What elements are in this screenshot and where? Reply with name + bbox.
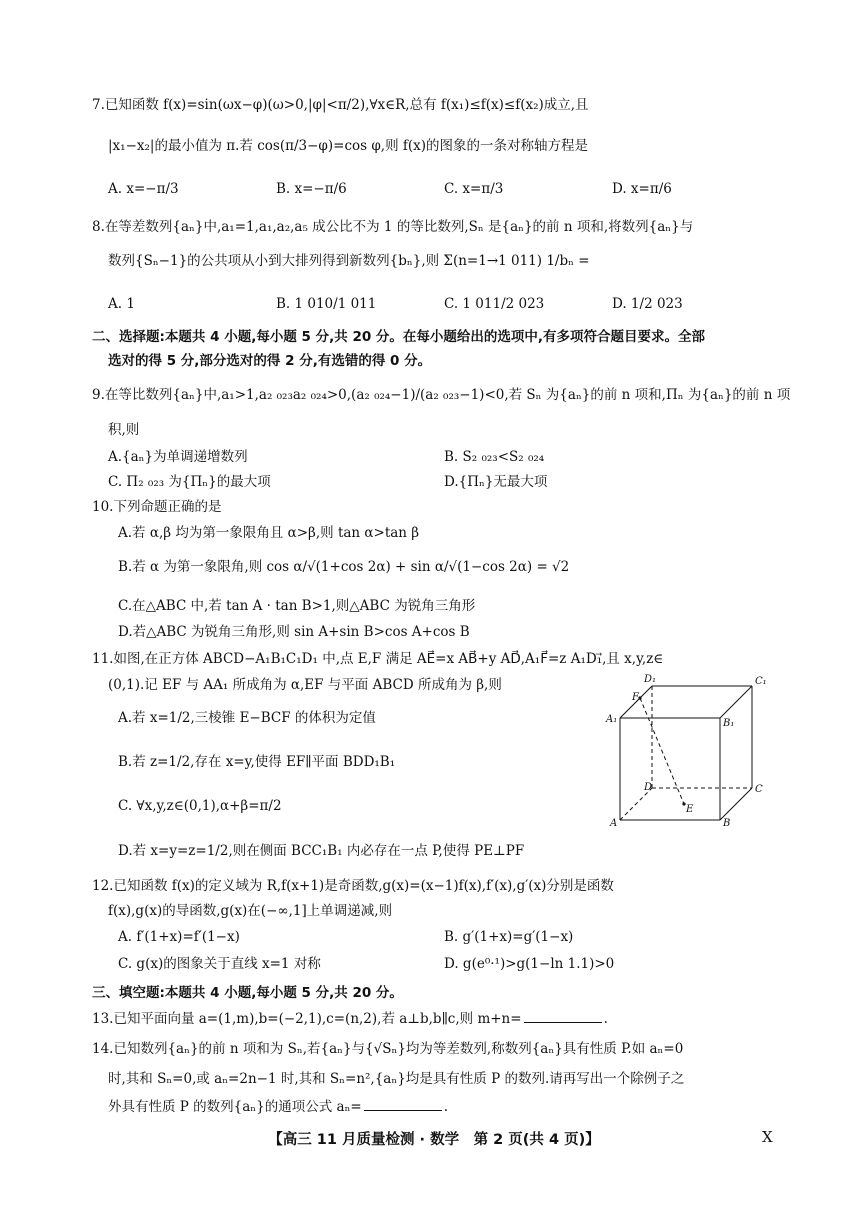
q9-option-a: A.{aₙ}为单调递增数列	[108, 449, 248, 465]
cube-edge-bc	[720, 788, 752, 820]
q14-period: .	[443, 1099, 449, 1115]
q11-option-d: D.若 x=y=z=1/2,则在侧面 BCC₁B₁ 内必存在一点 P,使得 PE⊥PF	[118, 843, 525, 859]
q10-option-a: A.若 α,β 均为第一象限角且 α>β,则 tan α>tan β	[118, 525, 420, 541]
q12-option-b: B. g′(1+x)=g′(1−x)	[444, 929, 574, 945]
q14-text: 外具有性质 P 的数列{aₙ}的通项公式 aₙ=	[108, 1099, 362, 1115]
q9-option-d: D.{Πₙ}无最大项	[444, 474, 548, 490]
q13-answer-blank[interactable]	[524, 1008, 602, 1023]
q12-stem-line1: 12.已知函数 f(x)的定义域为 R,f(x+1)是奇函数,g(x)=(x−1)f(x),f′(x),g′(x)分别是函数	[92, 878, 614, 894]
q8-option-b: B. 1 010/1 011	[276, 296, 377, 312]
section3-heading: 三、填空题:本题共 4 小题,每小题 5 分,共 20 分。	[92, 985, 403, 1001]
q11-option-c: C. ∀x,y,z∈(0,1),α+β=π/2	[118, 798, 282, 814]
q8-stem-line1: 8.在等差数列{aₙ}中,a₁=1,a₁,a₂,a₅ 成公比不为 1 的等比数列,Sₙ 是{aₙ}的前 n 项和,将数列{aₙ}与	[92, 219, 694, 235]
q12-option-c: C. g(x)的图象关于直线 x=1 对称	[118, 956, 321, 972]
q10-option-b: B.若 α 为第一象限角,则 cos α/√(1+cos 2α) + sin α/√(1−cos 2α) = √2	[118, 559, 570, 575]
q10-option-d: D.若△ABC 为锐角三角形,则 sin A+sin B>cos A+cos B	[118, 624, 470, 640]
label-c: C	[755, 784, 763, 795]
q10-stem: 10.下列命题正确的是	[92, 499, 222, 515]
q12-option-a: A. f′(1+x)=f′(1−x)	[118, 929, 240, 945]
q7-stem-line1: 7.已知函数 f(x)=sin(ωx−φ)(ω>0,|φ|<π/2),∀x∈R,总有 f(x₁)≤f(x)≤f(x₂)成立,且	[92, 97, 589, 113]
q7-option-d: D. x=π/6	[612, 181, 672, 197]
q14-stem-line2: 时,其和 Sₙ=0,或 aₙ=2n−1 时,其和 Sₙ=n²,{aₙ}均是具有性质 P 的数列.请再写出一个除例子之	[108, 1071, 685, 1087]
q11-option-a: A.若 x=1/2,三棱锥 E−BCF 的体积为定值	[118, 710, 376, 726]
q8-option-a: A. 1	[108, 296, 135, 312]
q8-stem-line2: 数列{Sₙ−1}的公共项从小到大排列得到新数列{bₙ},则 Σ(n=1→1 011) 1/bₙ =	[108, 253, 590, 269]
q7-option-a: A. x=−π/3	[108, 181, 179, 197]
section2-heading-line2: 选对的得 5 分,部分选对的得 2 分,有选错的得 0 分。	[108, 353, 432, 369]
q9-stem-line1: 9.在等比数列{aₙ}中,a₁>1,a₂ ₀₂₃a₂ ₀₂₄>0,(a₂ ₀₂₄−1)/(a₂ ₀₂₃−1)<0,若 Sₙ 为{aₙ}的前 n 项和,Πₙ 为{aₙ}的前 n 项	[92, 387, 791, 403]
label-d: D	[644, 782, 653, 793]
q14-stem-line1: 14.已知数列{aₙ}的前 n 项和为 Sₙ,若{aₙ}与{√Sₙ}均为等差数列,称数列{aₙ}具有性质 P.如 aₙ=0	[92, 1041, 684, 1057]
q11-stem-line1: 11.如图,在正方体 ABCD−A₁B₁C₁D₁ 中,点 E,F 满足 AE⃗=x AB⃗+y AD⃗,A₁F⃗=z A₁D₁⃗,且 x,y,z∈	[92, 651, 664, 667]
q10-option-c: C.在△ABC 中,若 tan A · tan B>1,则△ABC 为锐角三角形	[118, 598, 476, 614]
q7-option-c: C. x=π/3	[444, 181, 504, 197]
label-c1: C₁	[755, 676, 767, 687]
q14-stem-line3	[108, 1096, 448, 1118]
q12-stem-line2: f(x),g(x)的导函数,g(x)在(−∞,1]上单调递减,则	[108, 903, 393, 919]
paper-code: X	[762, 1128, 773, 1146]
label-a1: A₁	[606, 714, 618, 725]
q13-period: .	[603, 1011, 608, 1027]
page-footer: 【高三 11 月质量检测 · 数学 第 2 页(共 4 页)】	[268, 1132, 600, 1148]
q8-option-c: C. 1 011/2 023	[444, 296, 545, 312]
q12-option-d: D. g(e⁰·¹)>g(1−ln 1.1)>0	[444, 956, 615, 972]
q9-stem-line2: 积,则	[108, 422, 140, 438]
q7-option-b: B. x=−π/6	[276, 181, 347, 197]
section2-heading-line1: 二、选择题:本题共 4 小题,每小题 5 分,共 20 分。在每小题给出的选项中,有多项符合题目要求。全部	[92, 329, 706, 345]
q13-stem	[92, 1008, 608, 1030]
label-a: A	[610, 818, 618, 829]
label-b1: B₁	[723, 718, 735, 729]
q14-answer-blank[interactable]	[364, 1096, 442, 1111]
q9-option-b: B. S₂ ₀₂₃<S₂ ₀₂₄	[444, 449, 545, 465]
q9-option-c: C. Π₂ ₀₂₃ 为{Πₙ}的最大项	[108, 474, 271, 490]
q7-stem-line2: |x₁−x₂|的最小值为 π.若 cos(π/3−φ)=cos φ,则 f(x)的图象的一条对称轴方程是	[108, 138, 589, 154]
q13-text: 13.已知平面向量 a=(1,m),b=(−2,1),c=(n,2),若 a⊥b,b∥c,则 m+n=	[92, 1011, 522, 1027]
q11-stem-line2: (0,1).记 EF 与 AA₁ 所成角为 α,EF 与平面 ABCD 所成角为 β,则	[108, 677, 502, 693]
q8-option-d: D. 1/2 023	[612, 296, 683, 312]
q11-option-b: B.若 z=1/2,存在 x=y,使得 EF∥平面 BDD₁B₁	[118, 754, 396, 770]
cube-figure	[602, 670, 788, 830]
label-e: E	[686, 804, 694, 815]
label-b: B	[723, 818, 731, 829]
cube-edge-b1c1	[720, 686, 752, 718]
label-f: F	[632, 692, 639, 703]
label-d1: D₁	[644, 674, 657, 685]
